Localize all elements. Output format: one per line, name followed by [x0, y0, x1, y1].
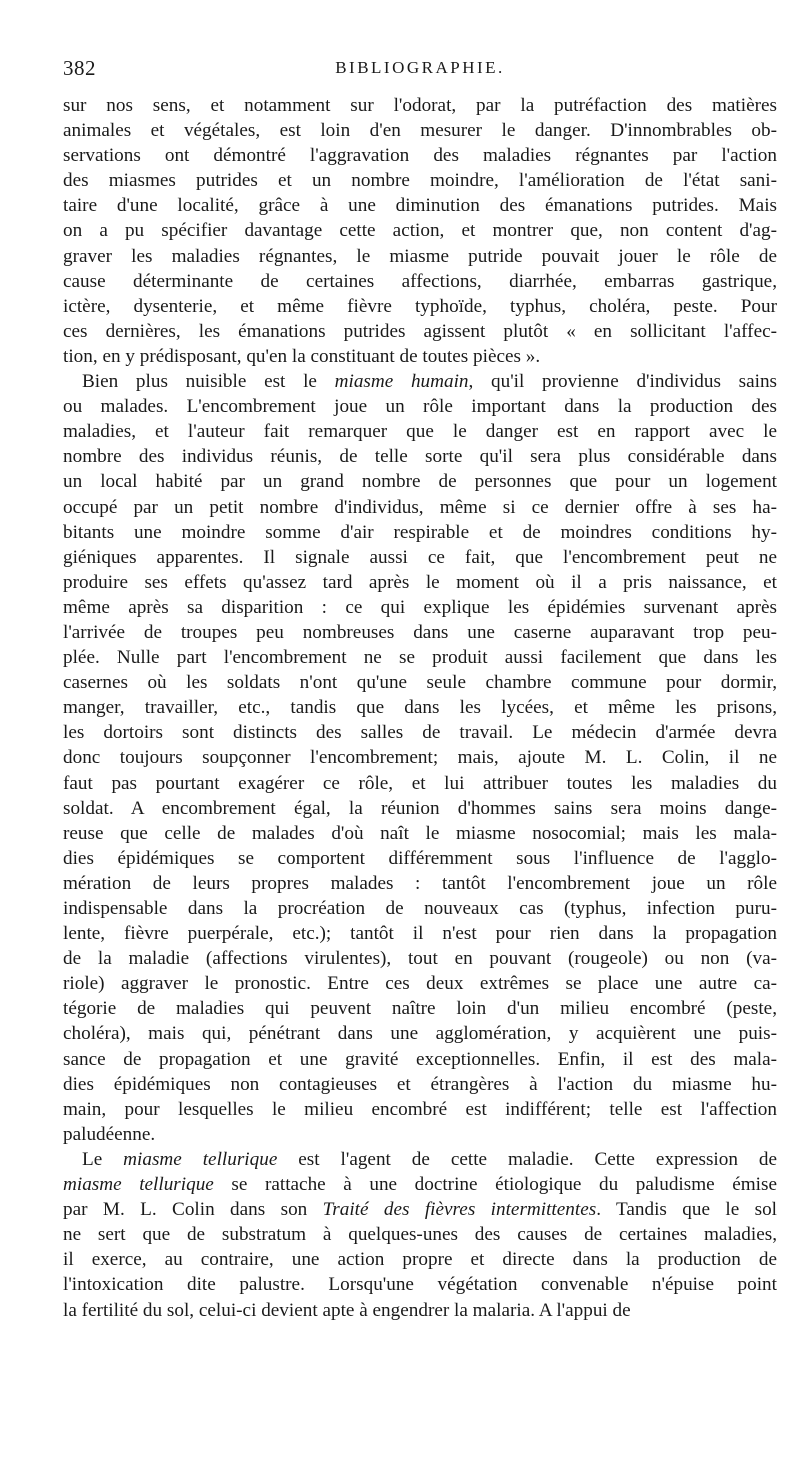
text-line: on a pu spécifier davantage cette action, et montrer que, non content d'ag- [63, 220, 777, 242]
text-line: manger, travailler, etc., tandis que dans les lycées, et même les prisons, [63, 697, 777, 719]
page-number: 382 [63, 56, 96, 80]
text-line: bitants une moindre somme d'air respirable et de moindres conditions hy- [63, 521, 777, 543]
text-line: un local habité par un grand nombre de personnes que pour un logement [63, 471, 777, 493]
text-line: des miasmes putrides et un nombre moindre, l'amélioration de l'état sani- [63, 170, 777, 192]
text-line: la fertilité du sol, celui-ci devient apte à engendrer la malaria. A l'appui de [63, 1299, 631, 1321]
text-line: les dortoirs sont distincts des salles de travail. Le médecin d'armée devra [63, 722, 777, 744]
text-line: sance de propagation et une gravité exceptionnelles. Enfin, il est des mala- [63, 1048, 777, 1070]
text-line: l'arrivée de troupes peu nombreuses dans une caserne auparavant trop peu- [63, 621, 777, 643]
text-line: casernes où les soldats n'ont qu'une seule chambre commune pour dormir, [63, 672, 777, 694]
paragraph [63, 369, 777, 1147]
text-line: cause déterminante de certaines affections, diarrhée, embarras gastrique, [63, 270, 777, 292]
paragraph [63, 93, 777, 369]
italic-term: Traité des fièvres intermittentes [322, 1199, 597, 1221]
text-line: riole) aggraver le pronostic. Entre ces deux extrêmes se place une autre ca- [63, 973, 777, 995]
text-line: paludéenne. [63, 1123, 156, 1145]
text-line: il exerce, au contraire, une action propre et directe dans la production de [63, 1249, 777, 1271]
text-line: giéniques apparentes. Il signale aussi ce fait, que l'encombrement peut ne [63, 546, 777, 568]
text-line: occupé par un petit nombre d'individus, même si ce dernier offre à ses ha- [63, 496, 777, 518]
text-line: ne sert que de substratum à quelques-unes des causes de certaines maladies, [63, 1224, 777, 1246]
text-line: de la maladie (affections virulentes), tout en pouvant (rougeole) ou non (va- [63, 948, 777, 970]
running-head: BIBLIOGRAPHIE. [335, 58, 505, 77]
text-line: soldat. A encombrement égal, la réunion d'hommes sains sera moins dange- [63, 797, 777, 819]
text-line: produire ses effets qu'assez tard après le moment où il a pris naissance, et [63, 571, 777, 593]
text-line: maladies, et l'auteur fait remarquer que le danger est en rapport avec le [63, 421, 777, 443]
text-line: nombre des individus réunis, de telle sorte qu'il sera plus considérable dans [63, 446, 777, 468]
text-line: choléra), mais qui, pénétrant dans une agglomération, y acquièrent une puis- [63, 1023, 777, 1045]
text-line: dies épidémiques se comportent différemment sous l'influence de l'agglo- [63, 847, 777, 869]
text-line: main, pour lesquelles le milieu encombré est indifférent; telle est l'affection [63, 1098, 777, 1120]
page-header [63, 56, 777, 88]
text-line: plée. Nulle part l'encombrement ne se produit aussi facilement que dans les [63, 647, 777, 669]
italic-term: miasme tellurique [63, 1174, 214, 1196]
text-line: faut pas pourtant exagérer ce rôle, et lui attribuer toutes les maladies du [63, 772, 777, 794]
body-text [63, 93, 777, 1323]
text-line: ces dernières, les émanations putrides agissent plutôt « en sollicitant l'affec- [63, 320, 777, 342]
text-line: tion, en y prédisposant, qu'en la constituant de toutes pièces ». [63, 345, 541, 367]
text-line: reuse que celle de malades d'où naît le miasme nosocomial; mais les mala- [63, 822, 777, 844]
text-line: l'intoxication dite palustre. Lorsqu'une végétation convenable n'épuise point [63, 1274, 777, 1296]
text-line: ictère, dysenterie, et même fièvre typhoïde, typhus, choléra, peste. Pour [63, 295, 777, 317]
text-line: animales et végétales, est loin d'en mesurer le danger. D'innombrables ob- [63, 120, 777, 142]
text-line: graver les maladies régnantes, le miasme putride pouvait jouer le rôle de [63, 245, 777, 267]
text-line: servations ont démontré l'aggravation des maladies régnantes par l'action [63, 145, 777, 167]
text-line: par M. L. Colin dans son Traité des fièvres intermittentes. Tandis que le sol [63, 1199, 777, 1221]
text-line: Le miasme tellurique est l'agent de cette maladie. Cette expression de [82, 1148, 777, 1170]
text-line: miasme tellurique se rattache à une doctrine étiologique du paludisme émise [63, 1174, 777, 1196]
text-line: indispensable dans la procréation de nouveaux cas (typhus, infection puru- [63, 898, 777, 919]
italic-term: miasme tellurique [123, 1148, 278, 1170]
text-line: mération de leurs propres malades : tantôt l'encombrement joue un rôle [63, 872, 777, 894]
italic-term: miasme humain [334, 371, 469, 393]
text-line: Bien plus nuisible est le miasme humain, qu'il provienne d'individus sains [82, 371, 777, 393]
text-line: sur nos sens, et notamment sur l'odorat, par la putréfaction des matières [63, 95, 777, 116]
text-line: taire d'une localité, grâce à une diminution des émanations putrides. Mais [63, 195, 777, 217]
text-line: tégorie de maladies qui peuvent naître loin d'un milieu encombré (peste, [63, 998, 777, 1020]
text-line: dies épidémiques non contagieuses et étrangères à l'action du miasme hu- [63, 1073, 777, 1095]
text-line: donc toujours soupçonner l'encombrement; mais, ajoute M. L. Colin, il ne [63, 747, 777, 769]
text-line: ou malades. L'encombrement joue un rôle important dans la production des [63, 396, 777, 418]
text-line: lente, fièvre puerpérale, etc.); tantôt il n'est pour rien dans la propagation [63, 923, 777, 945]
text-line: même après sa disparition : ce qui explique les épidémies survenant après [63, 596, 777, 618]
paragraph [63, 1147, 777, 1323]
